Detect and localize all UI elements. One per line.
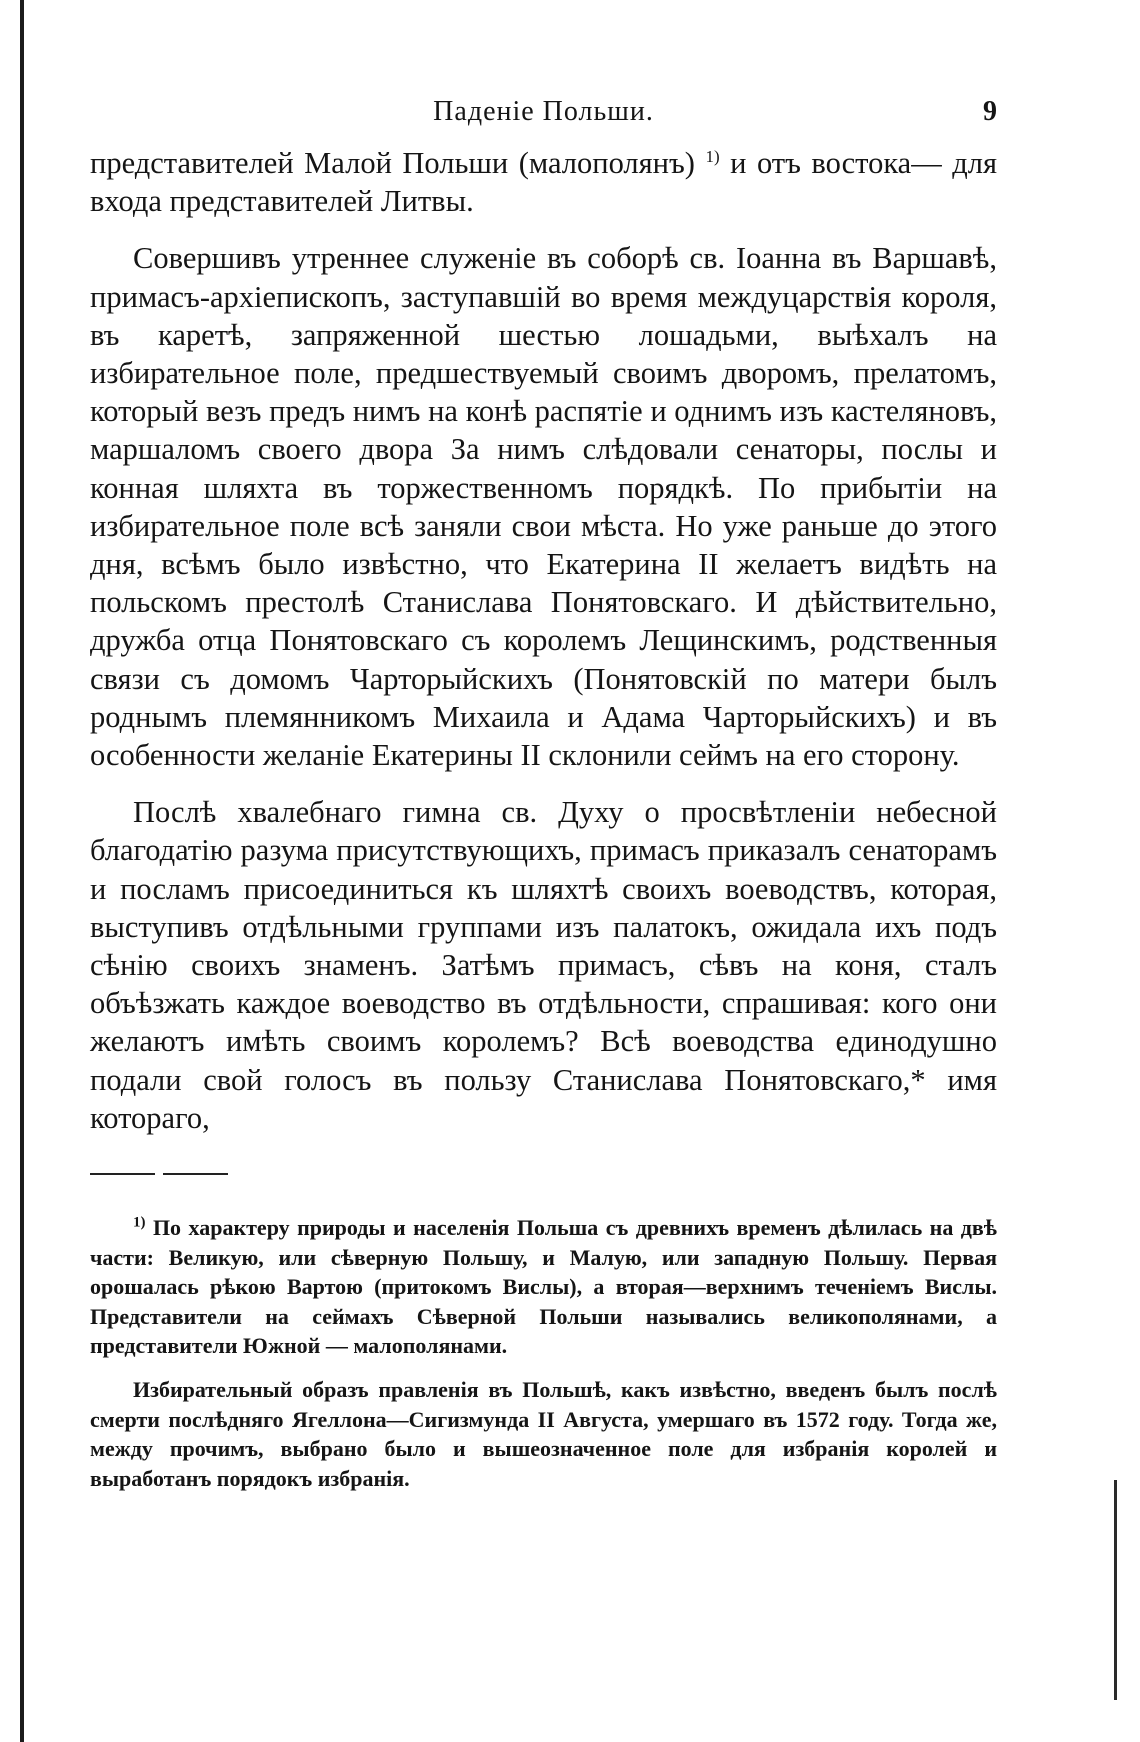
book-page xyxy=(90,92,997,1493)
page-number: 9 xyxy=(983,96,997,127)
footnote-2 xyxy=(90,1375,997,1493)
page-binding-edge-right xyxy=(1114,1480,1117,1700)
footnote-1-marker: 1) xyxy=(133,1214,146,1231)
running-title: Паденіе Польши. xyxy=(433,96,654,127)
footnote-1-text: По характеру природы и населенія Польша съ древнихъ временъ дѣлилась на двѣ части: Великую, или сѣверную Польшу, и Малую, или западную Польшу. Первая орошалась рѣкою Вартою (притокомъ Вислы), а вторая—верхнимъ теченіемъ Вислы. Представители на сеймахъ Сѣверной Польши назывались великополянами, а представители Южной — малополянами. xyxy=(90,1215,997,1359)
running-head xyxy=(90,92,997,136)
paragraph-3: Послѣ хвалебнаго гимна св. Духу о просвѣтленіи небесной благодатію разума присутствующихъ, примасъ приказалъ сенаторамъ и посламъ присоединиться къ шляхтѣ своихъ воеводствъ, которая, выступивъ отдѣльными группами изъ палатокъ, ожидала ихъ подъ сѣнію своихъ знаменъ. Затѣмъ примасъ, сѣвъ на коня, сталъ объѣзжать каждое воеводство въ отдѣльности, спрашивая: кого они желаютъ имѣть своимъ королемъ? Всѣ воеводства единодушно подали свой голосъ въ пользу Станислава Понятовскаго,* имя котораго, xyxy=(90,795,997,1135)
divider-segment-right xyxy=(163,1173,228,1175)
paragraph-1-text: представителей Малой Польши (малополянъ) xyxy=(90,146,695,180)
page-binding-edge xyxy=(20,0,24,1742)
divider-segment-left xyxy=(90,1173,155,1175)
paragraph-2: Совершивъ утреннее служеніе въ соборѣ св. Іоанна въ Варшавѣ, примасъ-архіепископъ, заступавшій во время междуцарствія короля, въ каретѣ, запряженной шестью лошадьми, выѣхалъ на избирательное поле, предшествуемый своимъ дворомъ, прелатомъ, который везъ предъ нимъ на конѣ распятіе и однимъ изъ кастеляновъ, маршаломъ своего двора За нимъ слѣдовали сенаторы, послы и конная шляхта въ торжественномъ порядкѣ. По прибытіи на избирательное поле всѣ заняли свои мѣста. Но уже раньше до этого дня, всѣмъ было извѣстно, что Екатерина II желаетъ видѣть на польскомъ престолѣ Станислава Понятовскаго. И дѣйствительно, дружба отца Понятовскаго съ королемъ Лещинскимъ, родственныя связи съ домомъ Чарторыйскихъ (Понятовскій по матери былъ роднымъ племянникомъ Михаила и Адама Чарторыйскихъ) и въ особенности желаніе Екатерины II склонили сеймъ на его сторону. xyxy=(90,241,997,773)
paragraph-1-text-rest: и отъ востока— для входа представителей Литвы. xyxy=(90,146,997,219)
footnote-divider xyxy=(90,1173,997,1175)
footnotes xyxy=(90,1213,997,1493)
footnote-1 xyxy=(90,1213,997,1361)
footnote-2-text: Избирательный образъ правленія въ Польшѣ, какъ извѣстно, введенъ былъ послѣ смерти послѣдняго Ягеллона—Сигизмунда II Августа, умершаго въ 1572 году. Тогда же, между прочимъ, выбрано было и вышеозначенное поле для избранія королей и выработанъ порядокъ избранія. xyxy=(90,1377,997,1491)
paragraph-continued xyxy=(90,144,997,220)
footnote-reference-1: 1) xyxy=(705,146,720,166)
